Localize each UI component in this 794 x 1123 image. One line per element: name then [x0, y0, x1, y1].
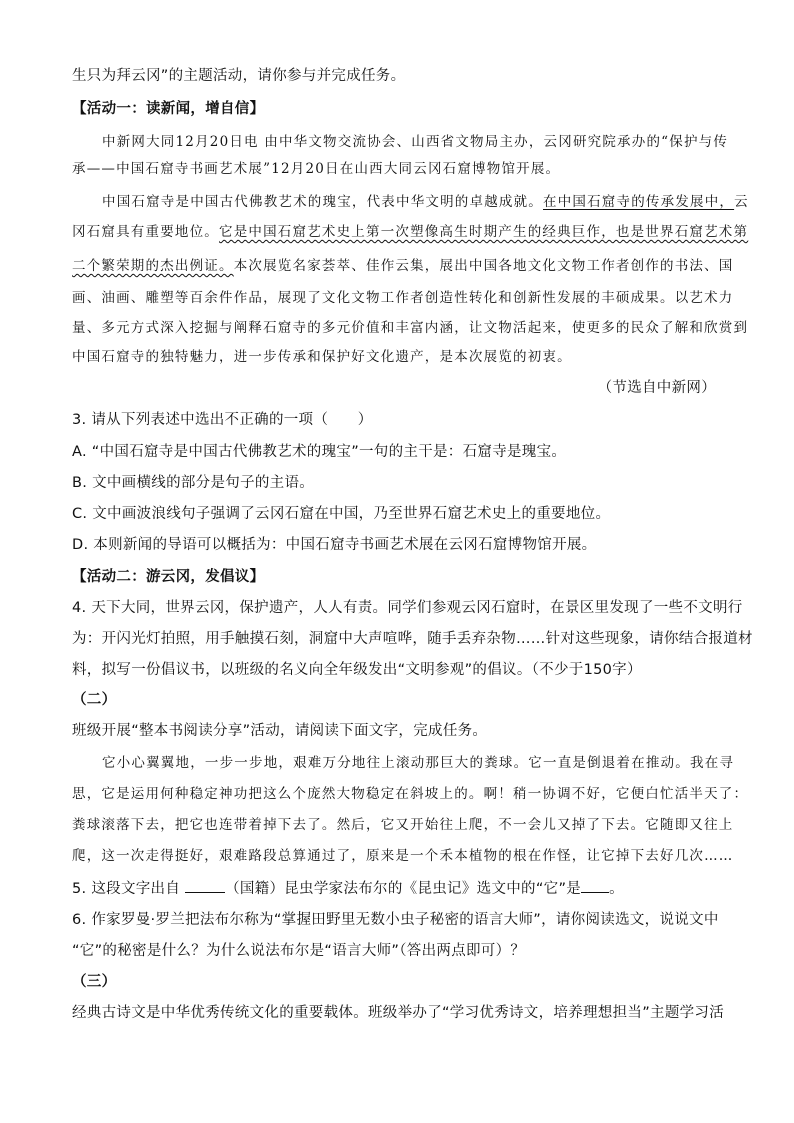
q3-option-a: A. “中国石窟寺是中国古代佛教艺术的瑰宝”一句的主干是：石窟寺是瑰宝。	[72, 444, 567, 460]
activity2-heading: 【活动二：游云冈，发倡议】	[72, 569, 265, 585]
section3-heading: （三）	[72, 974, 117, 990]
news-p1-line2: 承——中国石窟寺书画艺术展”12月20日在山西大同云冈石窟博物馆开展。	[72, 161, 561, 177]
q3-option-c: C. 文中画波浪线句子强调了云冈石窟在中国，乃至世界石窟艺术史上的重要地位。	[72, 506, 611, 522]
news-source: （节选自中新网）	[597, 380, 716, 396]
it-answer-blank[interactable]	[581, 878, 609, 893]
wavy-underlined-sentence-end: 二个繁荣期的杰出例证。	[72, 258, 234, 274]
news-text: 中国石窟寺是中国古代佛教艺术的瑰宝，代表中华文明的卓越成就。	[102, 194, 543, 210]
news-p2-line6: 中国石窟寺的独特魅力，进一步传承和保护好文化遗产，是本次展览的初衷。	[72, 349, 572, 365]
news-p2-line1	[102, 192, 749, 212]
q4-line2: 为：开闪光灯拍照，用手触摸石刻，洞窟中大声喧哗，随手丢弃杂物……针对这些现象，请你结合报道材	[72, 631, 753, 647]
q5-middle: （国籍）昆虫学家法布尔的《昆虫记》选文中的“它”是	[225, 881, 582, 897]
passage-line3: 粪球滚落下去，把它也连带着掉下去了。然后，它又开始往上爬，不一会儿又掉了下去。它随即又往上	[72, 817, 734, 833]
q6-line1: 6. 作家罗曼·罗兰把法布尔称为“掌握田野里无数小虫子秘密的语言大师”，请你阅读选文，说说文中	[72, 912, 719, 928]
activity1-heading: 【活动一：读新闻，增自信】	[72, 101, 265, 117]
news-p2-line4: 画、油画、雕塑等百余件作品，展现了文化文物工作者创造性转化和创新性发展的丰硕成果。以艺术力	[72, 290, 734, 306]
passage-line1: 它小心翼翼地，一步一步地，艰难万分地往上滚动那巨大的粪球。它一直是倒退着在推动。我在寻	[102, 755, 735, 771]
news-p2-line5: 量、多元方式深入挖掘与阐释石窟寺的多元价值和丰富内涵，让文物活起来，使更多的民众了解和欣赏到	[72, 320, 749, 336]
q5-prefix: 5. 这段文字出自	[72, 881, 186, 897]
section2-heading: （二）	[72, 692, 117, 708]
news-p1-line1: 中新网大同12月20日电 由中华文物交流协会、山西省文物局主办，云冈研究院承办的“保护与传	[102, 134, 729, 150]
q6-line2: “它”的秘密是什么？为什么说法布尔是“语言大师”（答出两点即可）？	[72, 943, 526, 959]
q4-line3: 料，拟写一份倡议书，以班级的名义向全年级发出“文明参观”的倡议。（不少于150字）	[72, 662, 642, 678]
q4-line1: 4. 天下大同，世界云冈，保护遗产，人人有责。同学们参观云冈石窟时，在景区里发现了一些不文明行	[72, 600, 743, 616]
news-p2-line3	[72, 256, 734, 276]
q3-option-b: B. 文中画横线的部分是句子的主语。	[72, 475, 315, 491]
underlined-subject: 在中国石窟寺的传承发展中，	[543, 194, 735, 210]
news-text: 云	[734, 194, 749, 210]
intro-line: 生只为拜云冈”的主题活动，请你参与并完成任务。	[72, 68, 406, 84]
q5-end: 。	[609, 881, 624, 897]
passage-line2: 思，它是运用何种稳定神功把这么个庞然大物稳定在斜坡上的。啊！稍一协调不好，它便白忙活半天了：	[72, 786, 749, 802]
q3-stem: 3. 请从下列表述中选出不正确的一项（ ）	[72, 412, 373, 428]
passage-line4: 爬，这一次走得挺好，艰难路段总算通过了，原来是一个禾本植物的根在作怪，让它掉下去好几次……	[72, 848, 734, 864]
news-text: 本次展览名家荟萃、佳作云集，展出中国各地文化文物工作者创作的书法、国	[233, 258, 734, 274]
q5-line	[72, 878, 722, 899]
q3-option-d: D. 本则新闻的导语可以概括为：中国石窟寺书画艺术展在云冈石窟博物馆开展。	[72, 537, 597, 553]
section3-intro: 经典古诗文是中华优秀传统文化的重要载体。班级举办了“学习优秀诗文，培养理想担当”主题学习活	[72, 1005, 725, 1021]
news-p2-line2	[72, 222, 749, 242]
section2-intro: 班级开展“整本书阅读分享”活动，请阅读下面文字，完成任务。	[72, 723, 488, 739]
wavy-underlined-sentence: 它是中国石窟艺术史上第一次塑像高生时期产生的经典巨作，也是世界石窟艺术第	[219, 224, 749, 240]
news-text: 冈石窟具有重要地位。	[72, 224, 219, 240]
nationality-blank[interactable]	[185, 878, 225, 893]
